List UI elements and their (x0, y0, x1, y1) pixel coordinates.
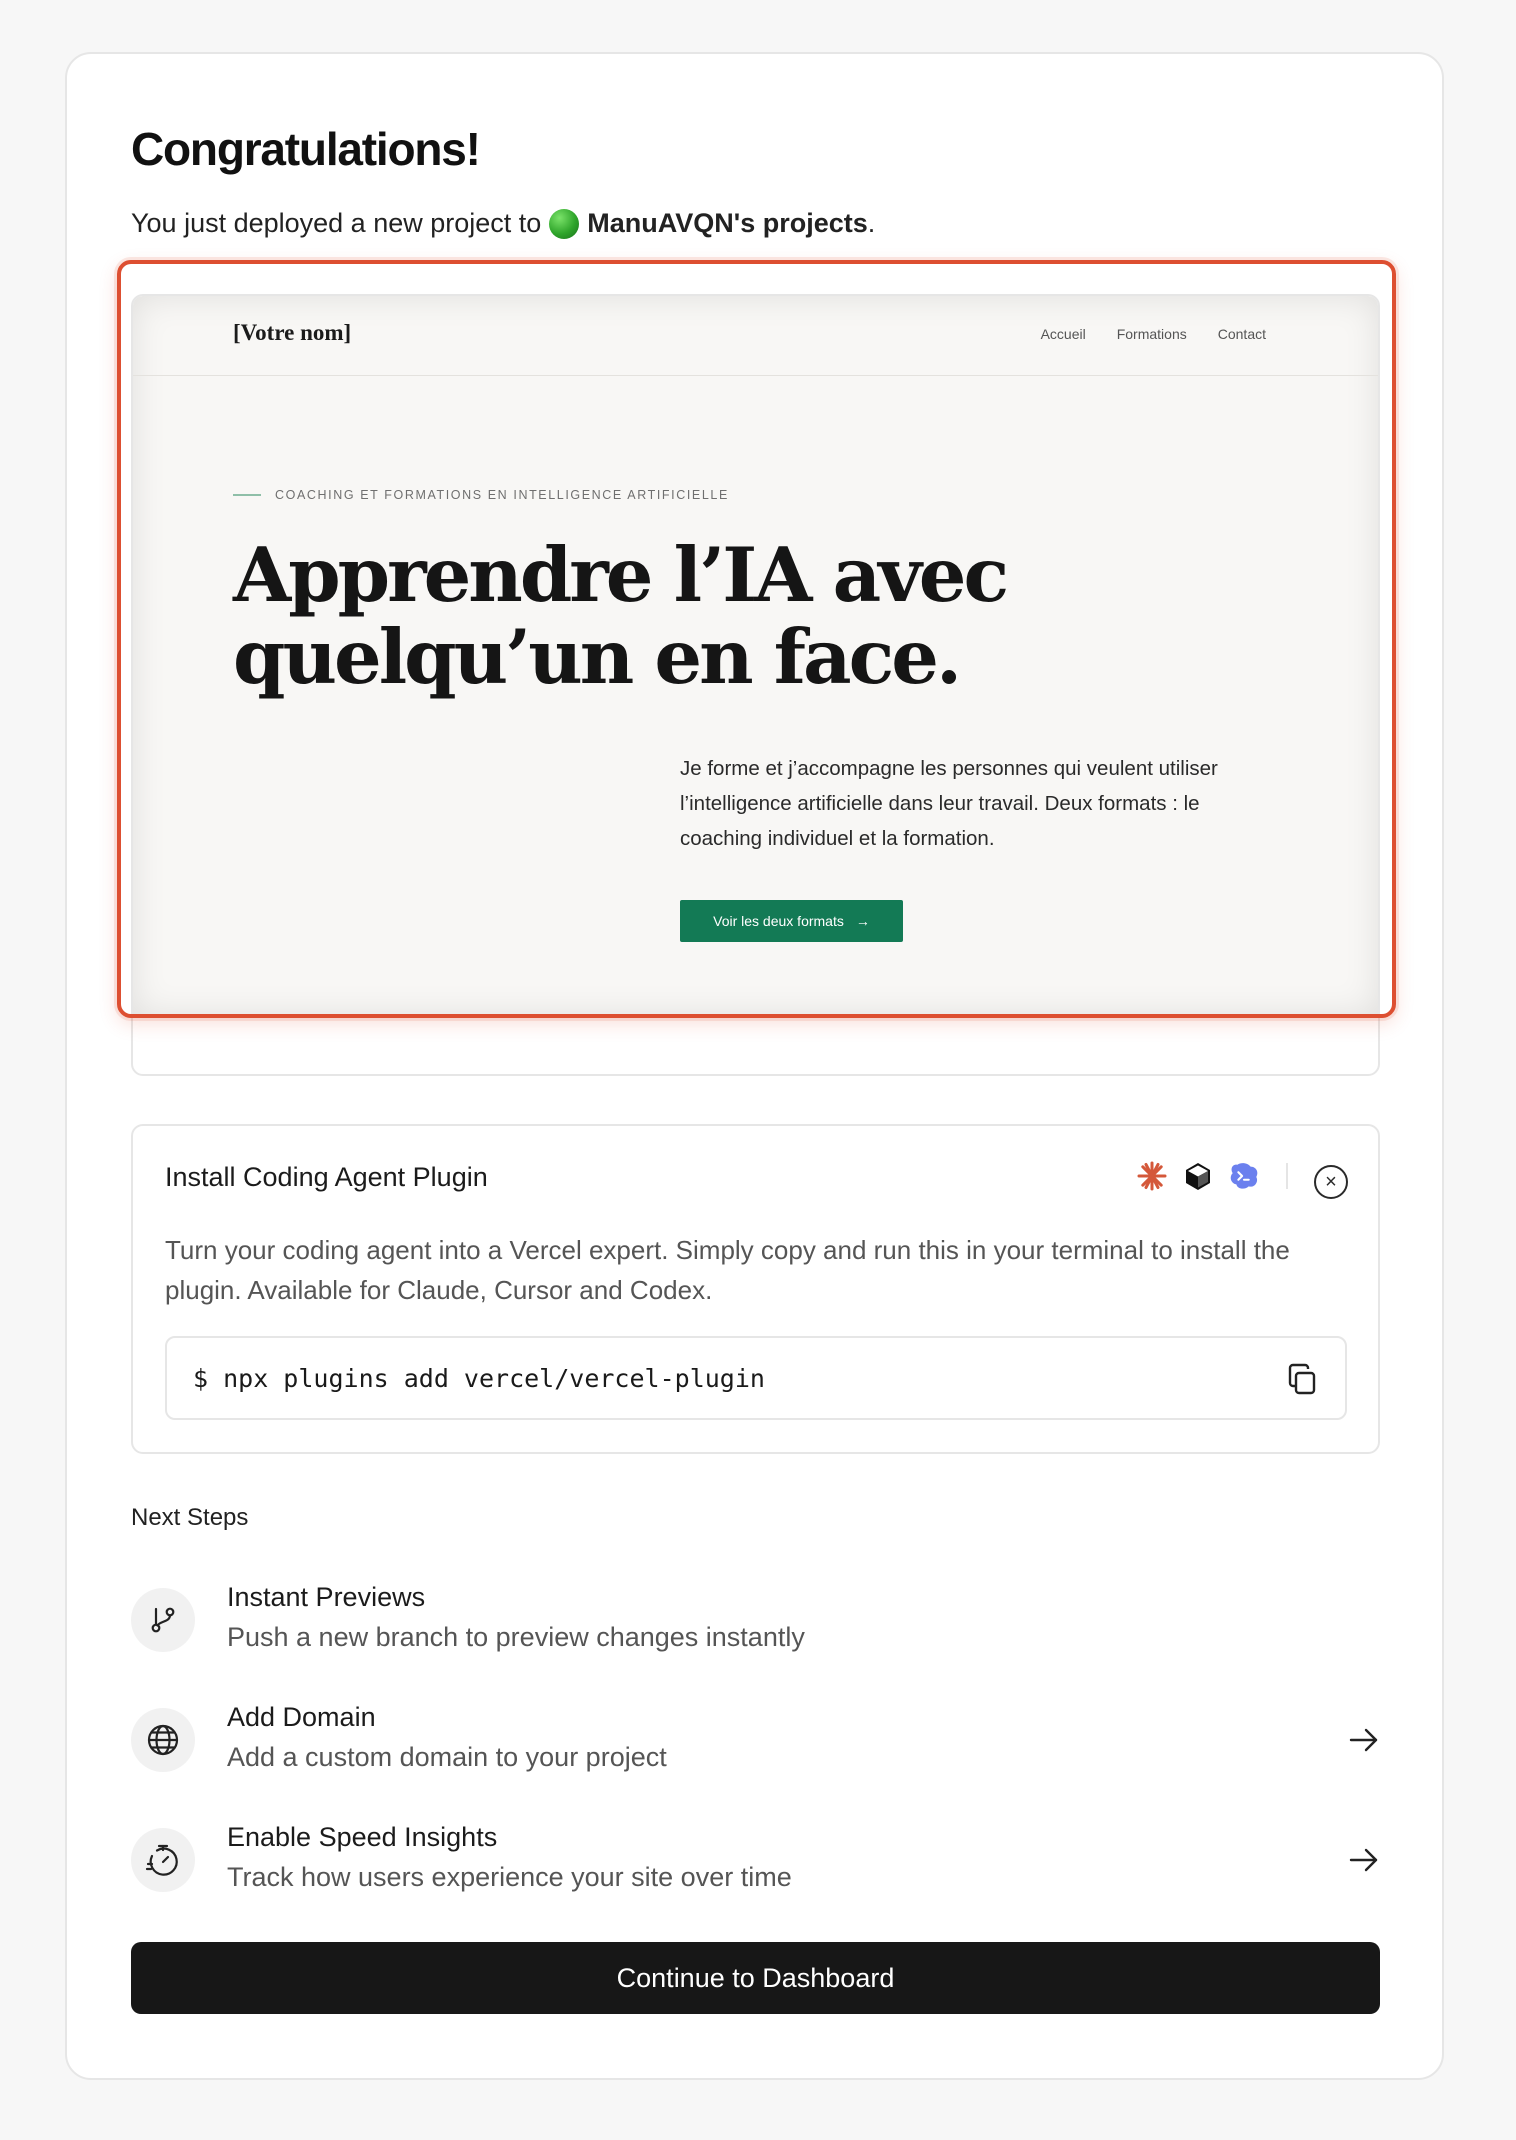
page-title: Congratulations! (131, 123, 480, 175)
step-description: Push a new branch to preview changes instantly (227, 1622, 805, 1652)
step-speed-insights[interactable] (131, 1822, 1380, 1902)
next-steps-heading: Next Steps (131, 1504, 249, 1531)
agent-icons (1136, 1160, 1288, 1192)
arrow-right-icon[interactable] (1348, 1724, 1380, 1756)
preview-nav-contact: Contact (1217, 326, 1266, 342)
step-add-domain[interactable] (131, 1702, 1380, 1782)
deployment-preview-screenshot[interactable] (133, 296, 1378, 1016)
plugin-title: Install Coding Agent Plugin (165, 1162, 488, 1192)
continue-to-dashboard-button[interactable]: Continue to Dashboard (131, 1942, 1380, 2014)
globe-icon (131, 1708, 195, 1772)
coding-agent-plugin-card (131, 1124, 1380, 1454)
install-command[interactable]: $ npx plugins add vercel/vercel-plugin (193, 1364, 765, 1393)
preview-description: Je forme et j’accompagne les personnes qui veulent utiliser l’intelligence artificielle dans leur travail. Deux formats : le coaching individuel et la formation. (680, 757, 1218, 850)
step-description: Track how users experience your site over time (227, 1862, 792, 1892)
preview-site-logo: [Votre nom] (233, 320, 352, 345)
step-description: Add a custom domain to your project (227, 1742, 667, 1772)
copy-icon[interactable] (1285, 1362, 1319, 1396)
icons-divider (1286, 1163, 1288, 1189)
arrow-right-icon[interactable] (1348, 1844, 1380, 1876)
headline-line-2: quelqu’un en face. (233, 613, 960, 701)
preview-eyebrow (233, 488, 729, 502)
close-icon[interactable]: × (1314, 1165, 1348, 1199)
subtitle-prefix: You just deployed a new project to (131, 208, 542, 238)
install-command-box[interactable] (165, 1336, 1347, 1420)
stopwatch-icon (131, 1828, 195, 1892)
preview-cta-button (680, 900, 903, 942)
cursor-icon (1182, 1160, 1214, 1192)
step-title: Instant Previews (227, 1582, 426, 1612)
eyebrow-line (233, 494, 261, 496)
subtitle-suffix: . (867, 208, 876, 238)
claude-icon (1136, 1160, 1168, 1192)
preview-nav-accueil: Accueil (1040, 326, 1086, 342)
preview-nav-formations: Formations (1116, 326, 1187, 342)
step-instant-previews (131, 1582, 1380, 1662)
team-avatar (549, 209, 579, 239)
git-branch-icon (131, 1588, 195, 1652)
codex-icon (1228, 1160, 1260, 1192)
step-title: Enable Speed Insights (227, 1822, 498, 1852)
team-name: ManuAVQN's projects (587, 208, 868, 238)
preview-cta-label: Voir les deux formats (713, 913, 844, 929)
preview-headline (233, 531, 1007, 701)
headline-line-1: Apprendre l’IA avec (233, 531, 1007, 619)
step-title: Add Domain (227, 1702, 376, 1732)
plugin-description: Turn your coding agent into a Vercel expert. Simply copy and run this in your terminal to install the plugin. Available for Claude, Cursor and Codex. (165, 1235, 1290, 1305)
preview-site-nav (133, 296, 1378, 376)
arrow-right-icon: → (855, 913, 870, 929)
preview-nav-links (1041, 326, 1266, 342)
deploy-subtitle (131, 208, 875, 239)
eyebrow-text: COACHING ET FORMATIONS EN INTELLIGENCE ARTIFICIELLE (275, 488, 729, 502)
deployment-success-card (65, 52, 1444, 2080)
